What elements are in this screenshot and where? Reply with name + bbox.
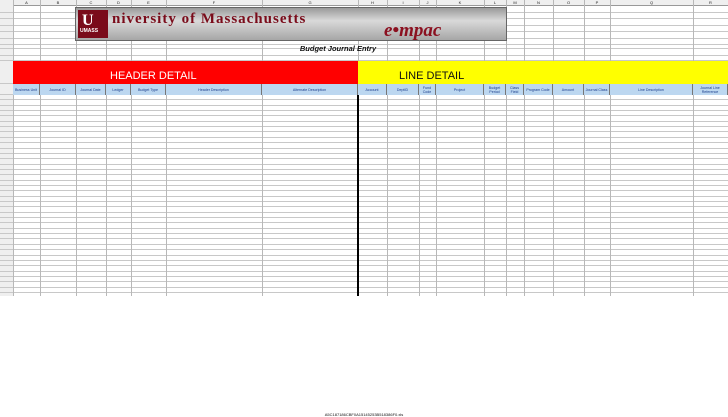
u-letter: U (82, 12, 94, 29)
section-divider (357, 95, 359, 296)
row-gridline (0, 121, 728, 122)
column-letter[interactable]: I (387, 0, 419, 6)
row-gridline (0, 201, 728, 202)
column-gridline (13, 0, 14, 296)
umass-shield (78, 10, 108, 38)
umass-badge-text: UMASS (80, 28, 99, 34)
row-gridline (0, 217, 728, 218)
row-gridline (0, 153, 728, 154)
row-gridline (0, 169, 728, 170)
row-gridline (0, 185, 728, 186)
field-header[interactable]: Fund Code (419, 84, 436, 95)
field-header[interactable]: Line Description (610, 84, 693, 95)
page-title: Budget Journal Entry (299, 44, 377, 53)
row-gridline (0, 105, 728, 106)
column-gridline (436, 0, 437, 296)
column-gridline (584, 0, 585, 296)
row-gridline (0, 158, 728, 159)
row-gridline (0, 99, 728, 100)
line-detail-band (358, 61, 728, 84)
row-gridline (0, 131, 728, 132)
row-gridline (0, 265, 728, 266)
row-gridline (0, 228, 728, 229)
column-letter[interactable]: P (584, 0, 610, 6)
column-letter[interactable]: K (436, 0, 484, 6)
field-header[interactable]: Budget Type (131, 84, 166, 95)
row-gridline (0, 148, 728, 149)
file-name-footer: A5C187186CBF0A15145253B518386F0.xls (324, 412, 404, 417)
column-letter[interactable]: A (13, 0, 40, 6)
logo-empac-text: e•mpac (384, 20, 442, 41)
column-gridline (106, 0, 107, 296)
header-detail-band (13, 61, 358, 84)
column-gridline (419, 0, 420, 296)
column-gridline (553, 0, 554, 296)
column-gridline (610, 0, 611, 296)
column-gridline (693, 0, 694, 296)
column-letter[interactable]: H (358, 0, 387, 6)
row-gridline (0, 271, 728, 272)
field-header[interactable]: Journal Line Reference (693, 84, 728, 95)
row-gridline (0, 233, 728, 234)
row-gridline (0, 115, 728, 116)
row-gridline (0, 142, 728, 143)
row-gridline (0, 238, 728, 239)
row-gridline (0, 164, 728, 165)
column-letter[interactable]: O (553, 0, 584, 6)
row-gridline (0, 126, 728, 127)
field-header[interactable]: Journal Class (584, 84, 610, 95)
column-letter[interactable]: E (131, 0, 166, 6)
field-header[interactable]: Alternate Description (262, 84, 358, 95)
column-letter[interactable]: F (166, 0, 262, 6)
row-gridline (0, 110, 728, 111)
row-gridline (0, 206, 728, 207)
line-detail-label: LINE DETAIL (399, 70, 465, 82)
row-gridline (0, 260, 728, 261)
field-header[interactable]: Project (436, 84, 484, 95)
field-header[interactable]: Budget Period (484, 84, 506, 95)
row-gridline (0, 180, 728, 181)
row-gridline (0, 244, 728, 245)
column-letter[interactable]: N (524, 0, 553, 6)
header-detail-label: HEADER DETAIL (110, 70, 197, 82)
column-letter[interactable]: Q (610, 0, 693, 6)
field-header[interactable]: DeptID (387, 84, 419, 95)
column-letter[interactable]: B (40, 0, 76, 6)
row-gridline (0, 55, 728, 56)
row-gridline (0, 287, 728, 288)
column-gridline (166, 0, 167, 296)
row-gridline (0, 249, 728, 250)
field-header[interactable]: Journal ID (40, 84, 76, 95)
column-letter[interactable]: C (76, 0, 106, 6)
row-gridline (0, 276, 728, 277)
column-letter[interactable]: M (506, 0, 524, 6)
field-header[interactable]: Journal Date (76, 84, 106, 95)
row-gridline (0, 174, 728, 175)
column-gridline (506, 0, 507, 296)
column-letter[interactable]: J (419, 0, 436, 6)
column-letter[interactable]: G (262, 0, 358, 6)
field-header[interactable]: Business Unit (13, 84, 40, 95)
field-header[interactable]: Class Field (506, 84, 524, 95)
column-gridline (40, 0, 41, 296)
field-header[interactable]: Account (358, 84, 387, 95)
column-gridline (131, 0, 132, 296)
field-header[interactable]: Ledger (106, 84, 131, 95)
row-gridline (0, 212, 728, 213)
field-header[interactable]: Program Code (524, 84, 553, 95)
column-letter[interactable]: R (693, 0, 728, 6)
umass-empac-logo (75, 7, 507, 41)
row-gridline (0, 281, 728, 282)
row-gridline (0, 222, 728, 223)
row-gridline (0, 137, 728, 138)
row-gridline (0, 196, 728, 197)
row-gridline (0, 255, 728, 256)
column-gridline (76, 0, 77, 296)
column-gridline (524, 0, 525, 296)
column-gridline (484, 0, 485, 296)
row-gridline (0, 190, 728, 191)
column-letter[interactable]: L (484, 0, 506, 6)
column-letter[interactable]: D (106, 0, 131, 6)
logo-university-text: niversity of Massachusetts (112, 11, 307, 27)
field-header[interactable]: Amount (553, 84, 584, 95)
row-gridline (0, 292, 728, 293)
field-header[interactable]: Header Description (166, 84, 262, 95)
